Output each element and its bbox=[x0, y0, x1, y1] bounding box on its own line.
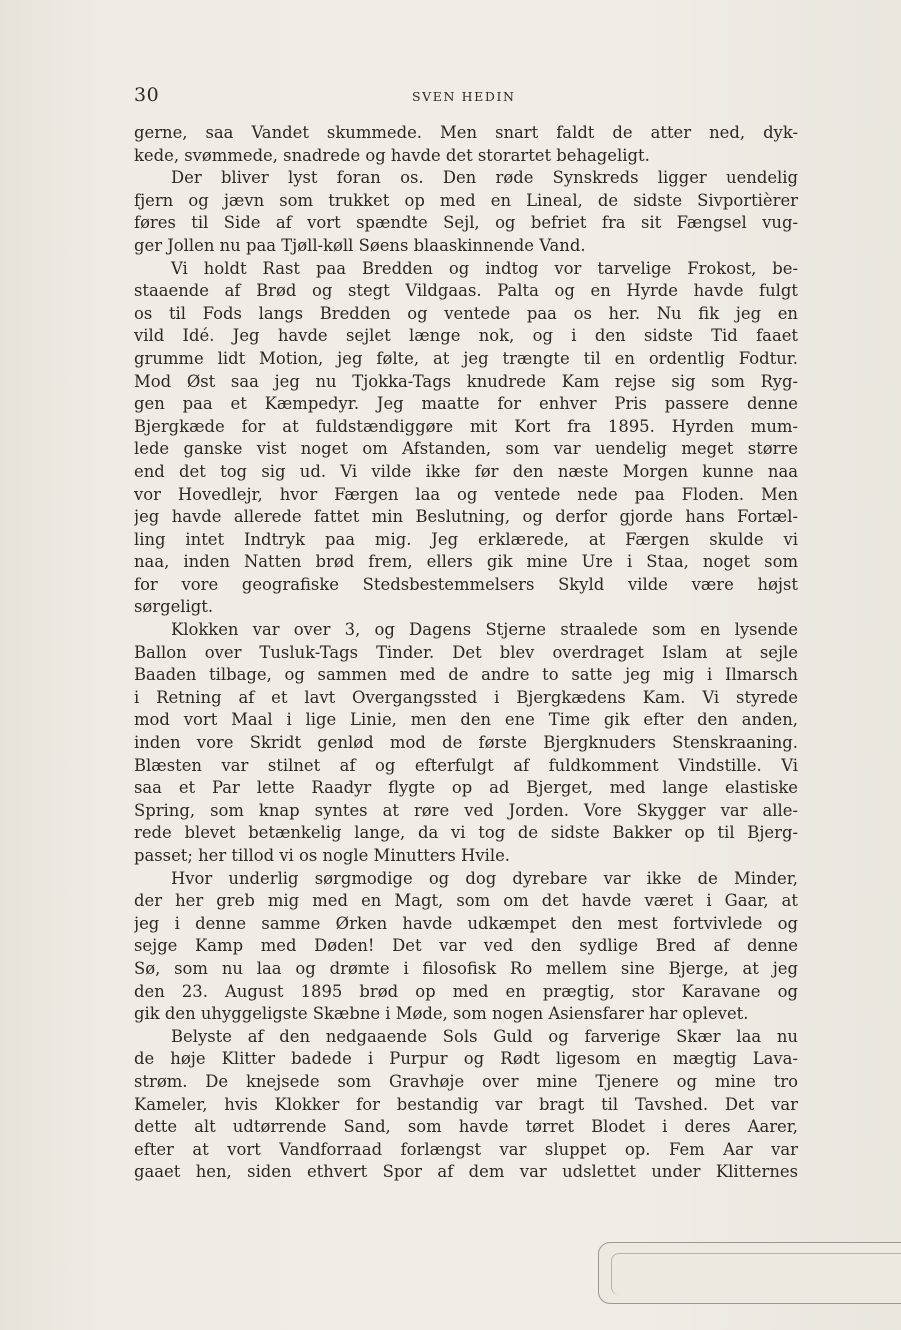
text-line: for vore geografiske Stedsbestemmelsers Skyld vilde være højst bbox=[134, 574, 798, 594]
text-line: vild Idé. Jeg havde sejlet længe nok, og i den sidste Tid faaet bbox=[134, 326, 798, 346]
text-line: kede, svømmede, snadrede og havde det storartet behageligt. bbox=[134, 145, 650, 165]
text-line: end det tog sig ud. Vi vilde ikke før den næste Morgen kunne naa bbox=[134, 461, 798, 481]
text-line: sørgeligt. bbox=[134, 597, 214, 617]
text-line: jeg havde allerede fattet min Beslutning, og derfor gjorde hans Fortæl- bbox=[134, 507, 798, 527]
text-line: passet; her tillod vi os nogle Minutters Hvile. bbox=[134, 846, 510, 865]
text-line: Hvor underlig sørgmodige og dog dyrebare var ikke de Minder, bbox=[171, 868, 798, 888]
text-line: staaende af Brød og stegt Vildgaas. Palta og en Hyrde havde fulgt bbox=[134, 281, 798, 301]
text-line: den 23. August 1895 brød op med en prægtig, stor Karavane og bbox=[134, 981, 798, 1001]
text-line: gen paa et Kæmpedyr. Jeg maatte for enhver Pris passere denne bbox=[134, 394, 798, 414]
text-line: mod vort Maal i lige Linie, men den ene Time gik efter den anden, bbox=[134, 710, 798, 730]
library-label-inner bbox=[611, 1253, 901, 1295]
text-line: fjern og jævn som trukket op med en Lineal, de sidste Sivportièrer bbox=[134, 190, 798, 210]
text-line: føres til Side af vort spændte Sejl, og befriet fra sit Fængsel vug- bbox=[134, 213, 798, 233]
text-line: ger Jollen nu paa Tjøll-køll Søens blaaskinnende Vand. bbox=[134, 235, 586, 255]
text-line: grumme lidt Motion, jeg følte, at jeg trængte til en ordentlig Fodtur. bbox=[134, 348, 798, 368]
text-line: Blæsten var stilnet af og efterfulgt af fuldkomment Vindstille. Vi bbox=[134, 755, 798, 775]
text-line: de høje Klitter badede i Purpur og Rødt ligesom en mægtig Lava- bbox=[134, 1049, 798, 1069]
text-line: Spring, som knap syntes at røre ved Jorden. Vore Skygger var alle- bbox=[134, 800, 798, 820]
text-line: os til Fods langs Bredden og ventede paa os her. Nu fik jeg en bbox=[134, 303, 798, 323]
text-line: gaaet hen, siden ethvert Spor af dem var udslettet under Klitternes bbox=[134, 1162, 798, 1182]
text-line: Mod Øst saa jeg nu Tjokka-Tags knudrede Kam rejse sig som Ryg- bbox=[134, 371, 798, 391]
text-line: Baaden tilbage, og sammen med de andre to satte jeg mig i Ilmarsch bbox=[134, 665, 798, 685]
text-line: inden vore Skridt genlød mod de første Bjergknuders Stenskraaning. bbox=[134, 733, 798, 753]
text-line: Ballon over Tusluk-Tags Tinder. Det blev overdraget Islam at sejle bbox=[134, 642, 798, 662]
text-line: vor Hovedlejr, hvor Færgen laa og ventede nede paa Floden. Men bbox=[134, 484, 798, 504]
text-line: i Retning af et lavt Overgangssted i Bjergkædens Kam. Vi styrede bbox=[134, 687, 798, 707]
text-line: Vi holdt Rast paa Bredden og indtog vor tarvelige Frokost, be- bbox=[171, 258, 798, 278]
text-line: efter at vort Vandforraad forlængst var sluppet op. Fem Aar var bbox=[134, 1139, 798, 1159]
page-header bbox=[134, 84, 798, 108]
text-line: gik den uhyggeligste Skæbne i Møde, som nogen Asiensfarer har oplevet. bbox=[134, 1004, 749, 1024]
text-line: gerne, saa Vandet skummede. Men snart faldt de atter ned, dyk- bbox=[134, 123, 798, 142]
text-line: ling intet Indtryk paa mig. Jeg erklærede, at Færgen skulde vi bbox=[134, 529, 798, 549]
text-line: lede ganske vist noget om Afstanden, som var uendelig meget større bbox=[134, 439, 798, 459]
body-text bbox=[134, 122, 798, 1184]
text-line: naa, inden Natten brød frem, ellers gik mine Ure i Staa, noget som bbox=[134, 552, 798, 572]
text-line: der her greb mig med en Magt, som om det havde været i Gaar, at bbox=[134, 891, 798, 911]
library-label bbox=[598, 1242, 901, 1304]
text-line: Bjergkæde for at fuldstændiggøre mit Kort fra 1895. Hyrden mum- bbox=[134, 416, 798, 436]
text-line: Sø, som nu laa og drømte i filosofisk Ro mellem sine Bjerge, at jeg bbox=[134, 958, 798, 978]
running-head: SVEN HEDIN bbox=[412, 89, 516, 104]
text-line: Der bliver lyst foran os. Den røde Synskreds ligger uendelig bbox=[171, 168, 798, 188]
text-line: Kameler, hvis Klokker for bestandig var bragt til Tavshed. Det var bbox=[134, 1094, 798, 1114]
text-line: saa et Par lette Raadyr flygte op ad Bjerget, med lange elastiske bbox=[134, 778, 798, 798]
text-line: Belyste af den nedgaaende Sols Guld og farverige Skær laa nu bbox=[171, 1026, 798, 1046]
text-line: dette alt udtørrende Sand, som havde tørret Blodet i deres Aarer, bbox=[134, 1117, 798, 1137]
text-line: sejge Kamp med Døden! Det var ved den sydlige Bred af denne bbox=[134, 936, 798, 956]
text-line: strøm. De knejsede som Gravhøje over mine Tjenere og mine tro bbox=[134, 1071, 798, 1091]
text-line: Klokken var over 3, og Dagens Stjerne straalede som en lysende bbox=[171, 620, 798, 640]
text-line: rede blevet betænkelig lange, da vi tog de sidste Bakker op til Bjerg- bbox=[134, 823, 798, 843]
page-number: 30 bbox=[134, 84, 160, 106]
text-line: jeg i denne samme Ørken havde udkæmpet den mest fortvivlede og bbox=[134, 913, 798, 933]
